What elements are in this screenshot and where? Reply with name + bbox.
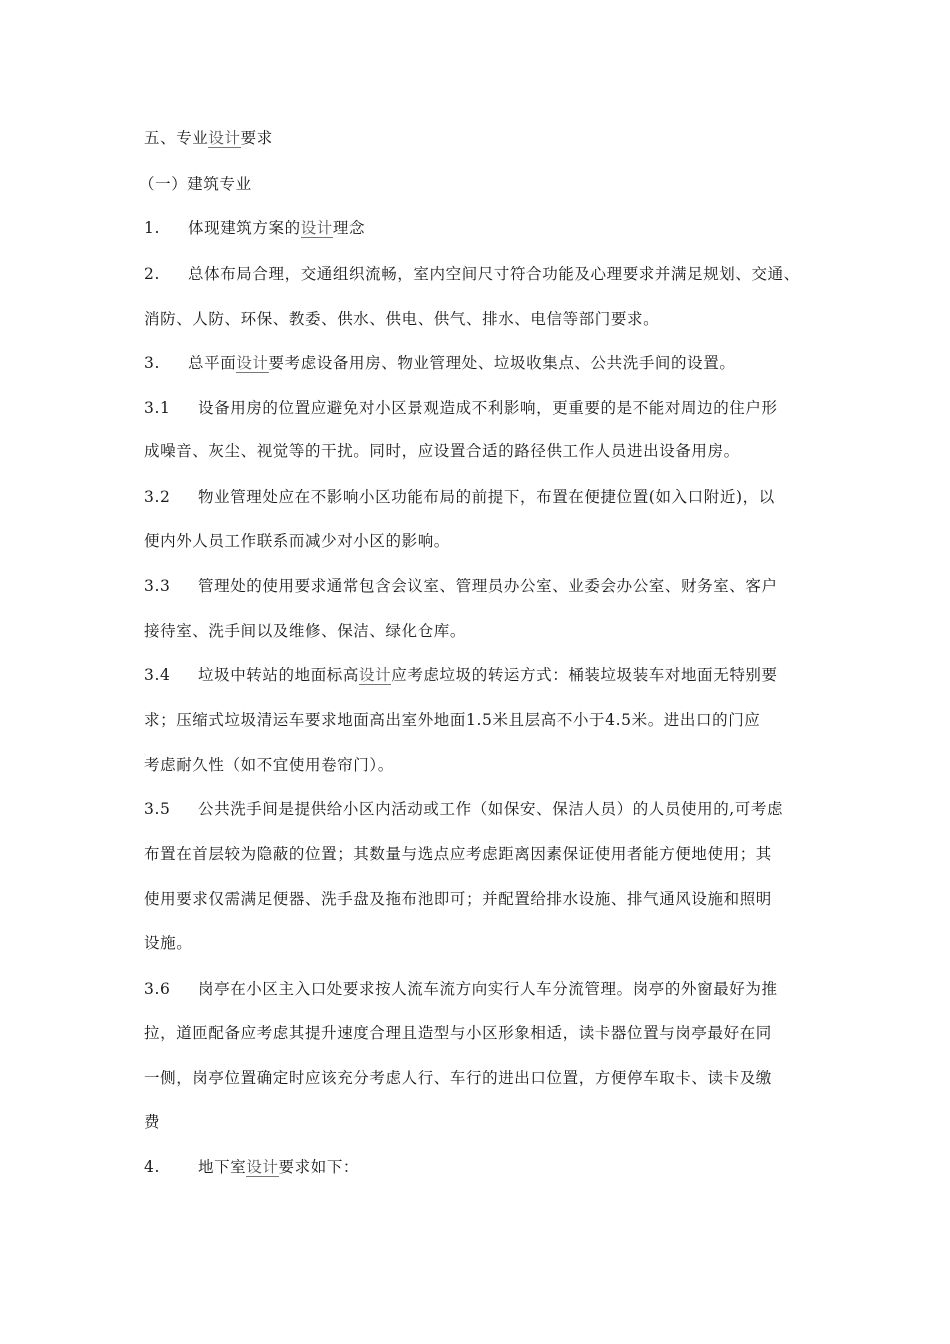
design-link[interactable]: 设计 (246, 1158, 279, 1176)
item-3-6-line-2: 拉，道匝配备应考虑其提升速度合理且造型与小区形象相适，读卡器位置与岗亭最好在同 (144, 1024, 772, 1042)
item-number: 3. (144, 354, 160, 372)
item-3-4-line-1 (144, 665, 778, 685)
item-number: 3.1 (144, 399, 171, 417)
item-text-end: 要求如下： (278, 1158, 360, 1176)
item-3-5-line-1 (144, 799, 783, 819)
item-text-end: 应考虑垃圾的转运方式：桶装垃圾装车对地面无特别要 (391, 666, 778, 684)
item-3-5-line-2: 布置在首层较为隐蔽的位置；其数量与选点应考虑距离因素保证使用者能方便地使用；其 (144, 845, 772, 863)
item-3-6-line-4: 费 (144, 1113, 161, 1131)
item-text: 设备用房的位置应避免对小区景观造成不利影响，更重要的是不能对周边的住户形 (198, 399, 778, 417)
heading-text: 五、专业 (144, 129, 209, 147)
item-text: 体现建筑方案的 (188, 219, 301, 237)
item-text: 物业管理处应在不影响小区功能布局的前提下，布置在便捷位置(如入口附近)，以 (198, 488, 775, 506)
item-3-2-line-2: 便内外人员工作联系而减少对小区的影响。 (144, 532, 450, 550)
item-text: 公共洗手间是提供给小区内活动或工作（如保安、保洁人员）的人员使用的,可考虑 (198, 800, 784, 818)
item-3-3-line-1 (144, 576, 778, 596)
item-3-5-line-4: 设施。 (144, 934, 193, 952)
item-2-line-2: 消防、人防、环保、教委、供水、供电、供气、排水、电信等部门要求。 (144, 310, 660, 328)
item-text: 岗亭在小区主入口处要求按人流车流方向实行人车分流管理。岗亭的外窗最好为推 (198, 980, 778, 998)
item-3-5-line-3: 使用要求仅需满足便器、洗手盘及拖布池即可；并配置给排水设施、排气通风设施和照明 (144, 890, 772, 908)
item-number: 3.3 (144, 577, 171, 595)
item-number: 3.6 (144, 980, 171, 998)
item-number: 3.2 (144, 488, 171, 506)
item-2-line-1 (144, 264, 800, 284)
item-number: 1. (144, 219, 160, 237)
section-heading (144, 128, 273, 148)
item-4 (144, 1157, 359, 1177)
item-1 (144, 218, 365, 238)
item-text: 垃圾中转站的地面标高 (198, 666, 360, 684)
item-3-2-line-1 (144, 487, 775, 507)
item-number: 4. (144, 1158, 160, 1176)
subsection-heading: （一）建筑专业 (139, 175, 252, 193)
design-link[interactable]: 设计 (236, 354, 269, 372)
item-text: 总体布局合理，交通组织流畅，室内空间尺寸符合功能及心理要求并满足规划、交通、 (188, 265, 800, 283)
item-number: 2. (144, 265, 160, 283)
item-text: 地下室 (198, 1158, 247, 1176)
heading-text-end: 要求 (240, 129, 273, 147)
design-link[interactable]: 设计 (300, 219, 333, 237)
item-3-1-line-1 (144, 398, 778, 418)
design-link[interactable]: 设计 (208, 129, 241, 147)
item-number: 3.5 (144, 800, 171, 818)
item-3-6-line-1 (144, 979, 778, 999)
item-3-4-line-3: 考虑耐久性（如不宜使用卷帘门）。 (144, 756, 394, 774)
item-number: 3.4 (144, 666, 171, 684)
item-3-3-line-2: 接待室、洗手间以及维修、保洁、绿化仓库。 (144, 622, 467, 640)
item-3-4-line-2: 求；压缩式垃圾清运车要求地面高出室外地面1.5米且层高不小于4.5米。进出口的门应 (144, 711, 761, 729)
design-link[interactable]: 设计 (359, 666, 392, 684)
item-3 (144, 353, 735, 373)
item-3-1-line-2: 成噪音、灰尘、视觉等的干扰。同时，应设置合适的路径供工作人员进出设备用房。 (144, 442, 740, 460)
item-text: 总平面 (188, 354, 237, 372)
item-3-6-line-3: 一侧，岗亭位置确定时应该充分考虑人行、车行的进出口位置，方便停车取卡、读卡及缴 (144, 1069, 772, 1087)
item-text-end: 要考虑设备用房、物业管理处、垃圾收集点、公共洗手间的设置。 (268, 354, 736, 372)
item-text-end: 理念 (332, 219, 366, 237)
item-text: 管理处的使用要求通常包含会议室、管理员办公室、业委会办公室、财务室、客户 (198, 577, 778, 595)
